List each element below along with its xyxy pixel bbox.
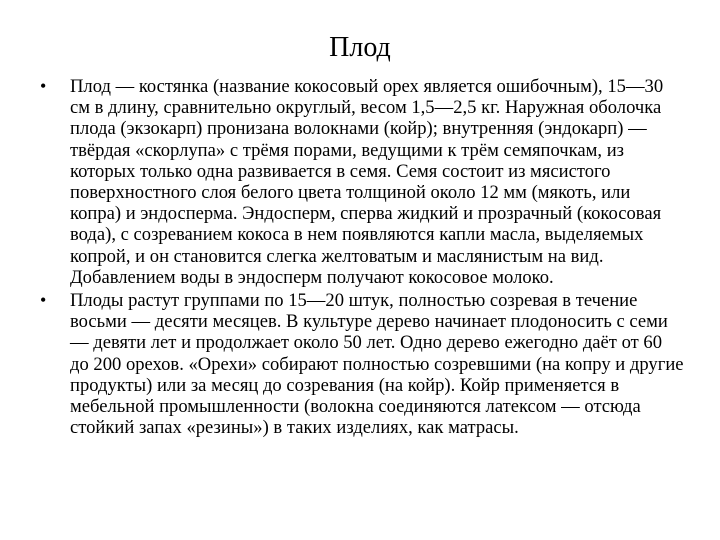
bullet-icon: • [40,290,47,311]
bullet-text: Плоды растут группами по 15—20 штук, полностью созревая в течение восьми — десяти месяцев. В культуре дерево начинает плодоносить с семи — девяти лет и продолжает около 50 лет. Одно дерево ежегодно даёт от 60 до 200 орехов. «Орехи» собирают полностью созревшими (на копру и другие продукты) или за месяц до созревания (на койр). Койр применяется в мебельной промышленности (волокна соединяются латексом — отсюда стойкий запах «резины») в таких изделиях, как матрасы. [70,290,684,439]
bullet-icon: • [40,76,47,96]
slide-title: Плод [329,32,391,63]
bullet-text: Плод — костянка (название кокосовый орех является ошибочным), 15—30 см в длину, сравнительно округлый, весом 1,5—2,5 кг. Наружная оболочка плода (экзокарп) пронизана волокнами (койр); внутренняя (эндокарп) — твёрдая «скорлупа» с трёмя порами, ведущими к трём семяпочкам, из которых только одна развивается в семя. Семя состоит из мясистого поверхностного слоя белого цвета толщиной около 12 мм (мякоть, или копра) и эндосперма. Эндосперм, сперва жидкий и прозрачный (кокосовая вода), с созреванием кокоса в нем появляются капли масла, выделяемых копрой, и он становится слегка желтоватым и маслянистым на вид. Добавлением воды в эндосперм получают кокосовое молоко. [70,76,664,288]
bullet-item-fruit-growth [34,290,684,438]
bullet-item-fruit-description [34,76,684,288]
bullet-list [34,76,684,440]
